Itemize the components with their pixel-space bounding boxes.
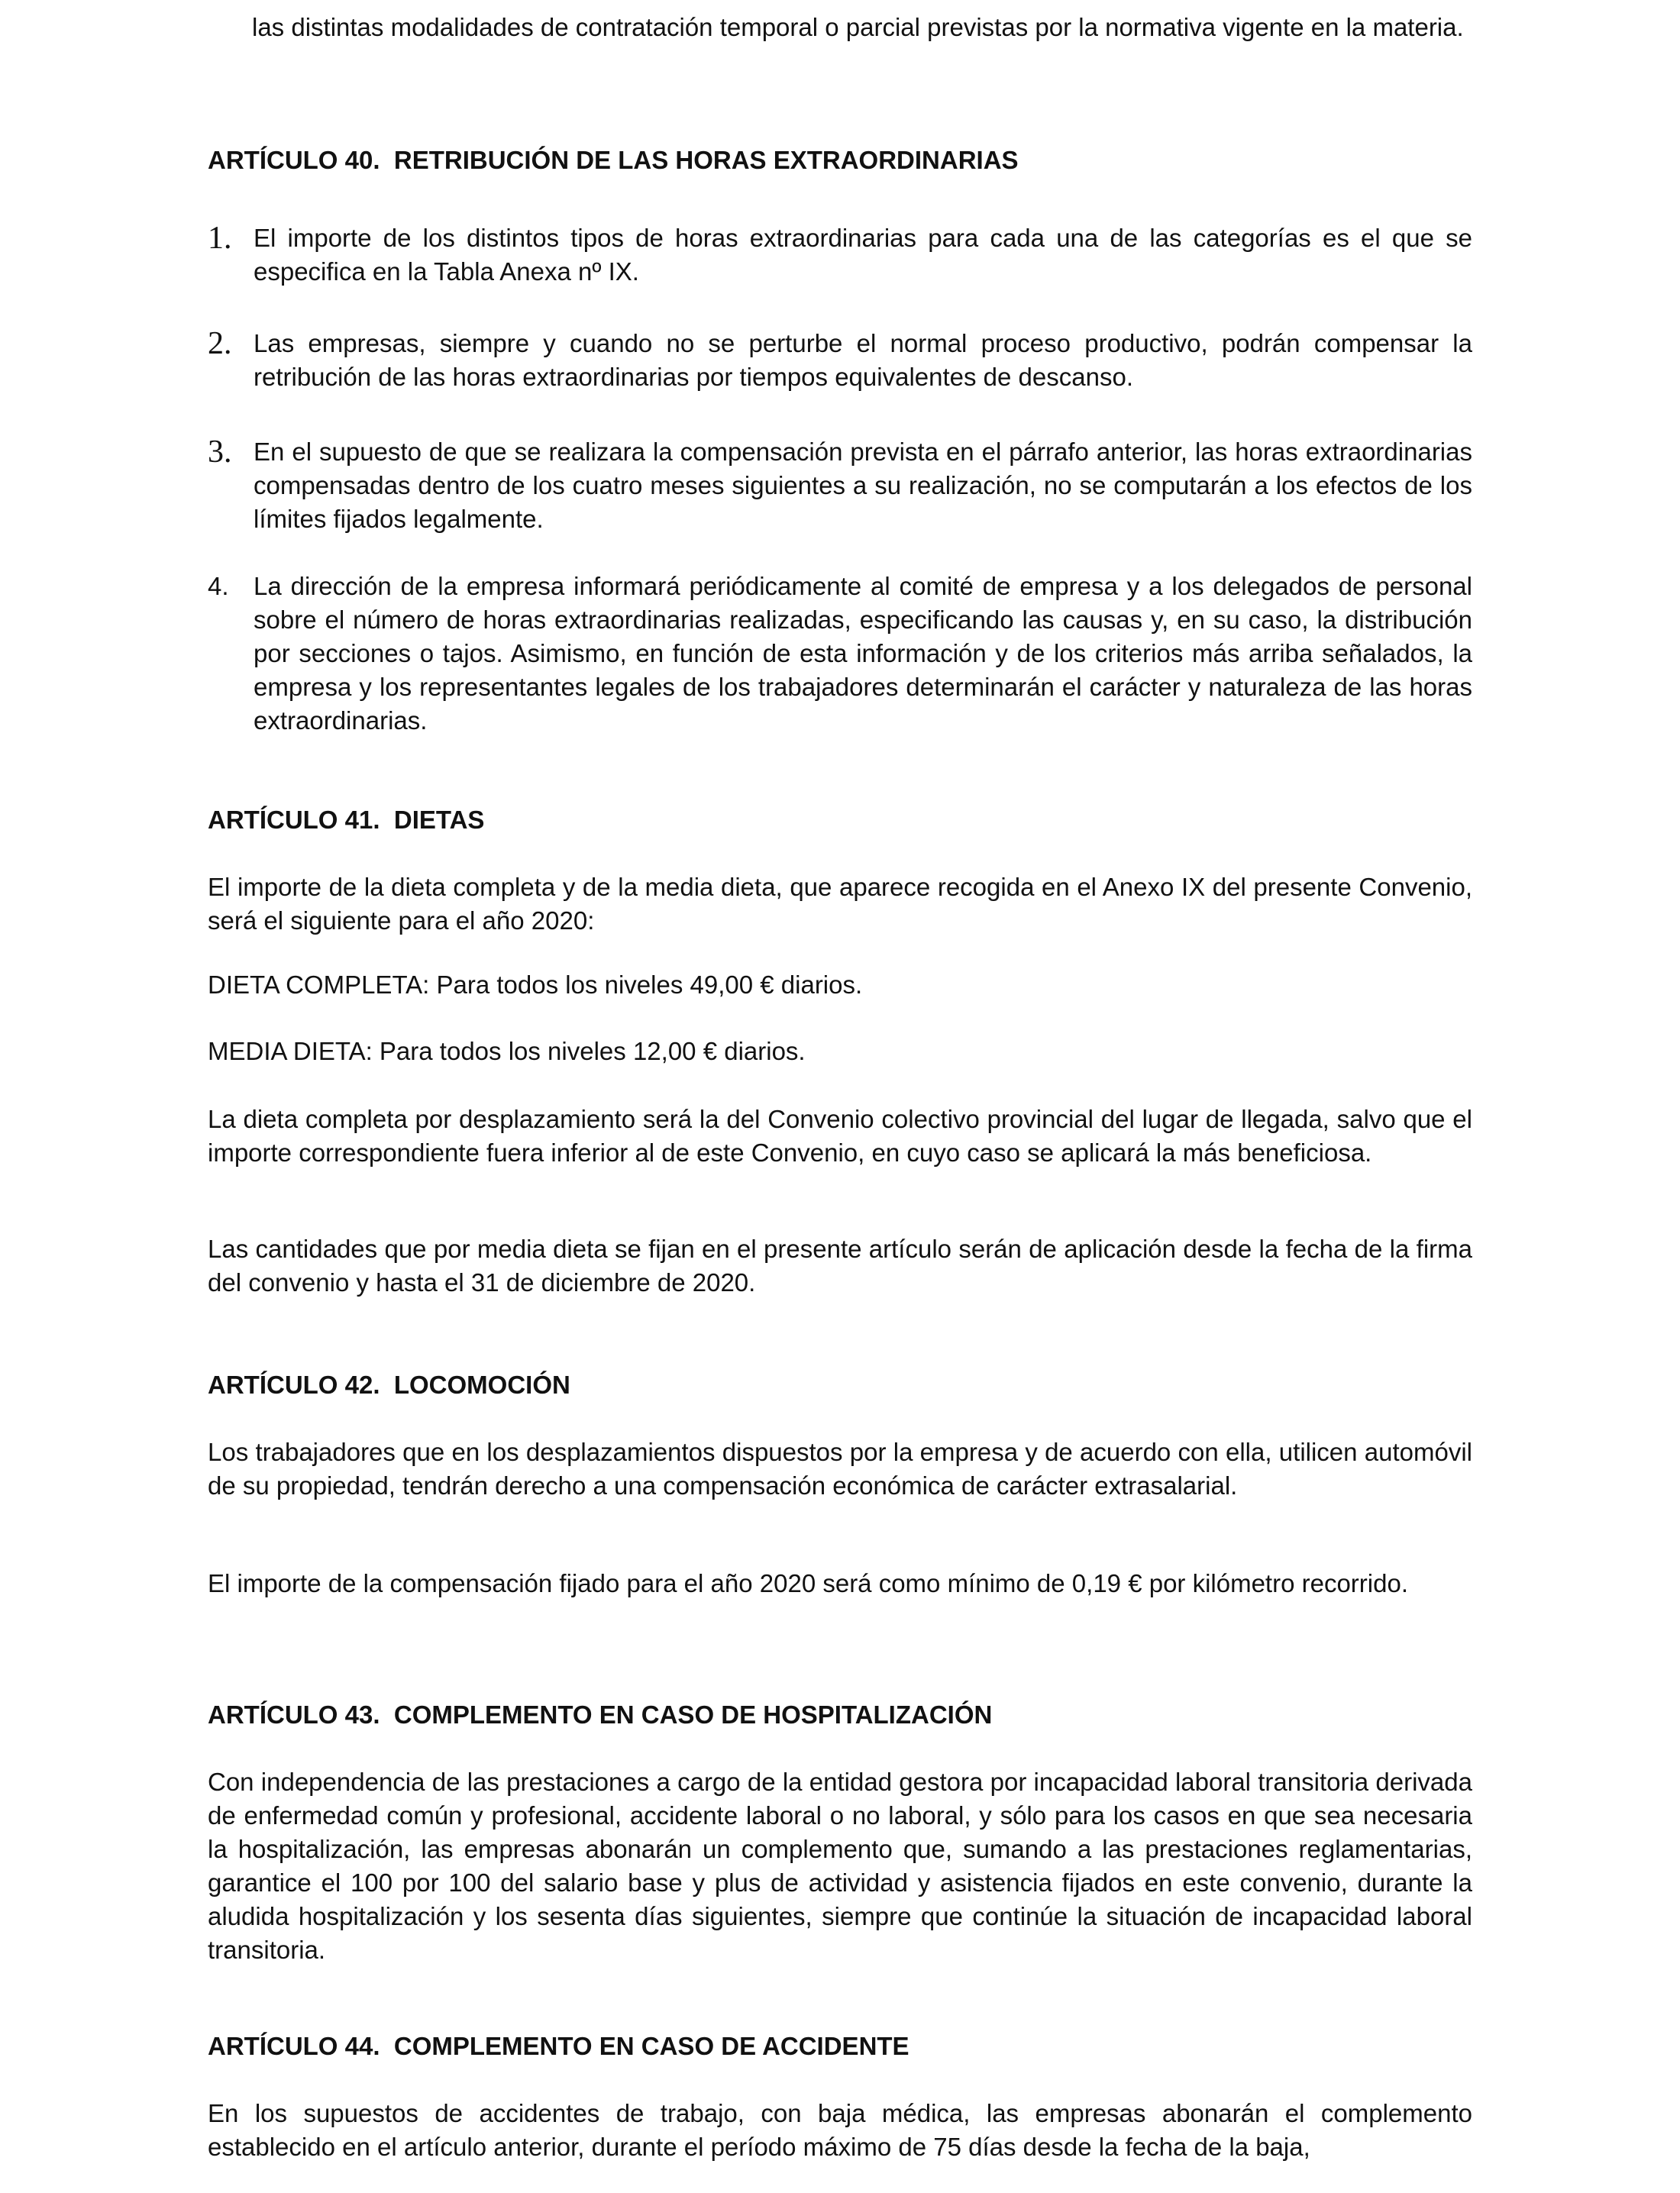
list-item-text: Las empresas, siempre y cuando no se perturbe el normal proceso productivo, podrán compensar la retribución de las horas extraordinarias por tiempos equivalentes de descanso.: [254, 329, 1472, 391]
list-number: 1.: [208, 221, 232, 256]
intro-paragraph: las distintas modalidades de contratación temporal o parcial previstas por la normativa vigente en la materia.: [252, 13, 1464, 41]
article-41-paragraph-2: DIETA COMPLETA: Para todos los niveles 49,00 € diarios.: [208, 971, 863, 999]
article-43-paragraph-1: Con independencia de las prestaciones a cargo de la entidad gestora por incapacidad laboral transitoria derivada de enfermedad común y profesional, accidente laboral o no laboral, y sólo para los casos en que sea necesaria la hospitalización, las empresas abonarán un complemento que, sumando a las prestaciones reglamentarias, garantice el 100 por 100 del salario base y plus de actividad y asistencia fijados en este convenio, durante la aludida hospitalización y los sesenta días siguientes, siempre que continúe la situación de incapacidad laboral transitoria.: [208, 1768, 1472, 1964]
article-41-paragraph-4: La dieta completa por desplazamiento será la del Convenio colectivo provincial del lugar de llegada, salvo que el importe correspondiente fuera inferior al de este Convenio, en cuyo caso se aplicará la más beneficiosa.: [208, 1105, 1472, 1167]
article-40-item-4: [208, 570, 1472, 738]
article-42-heading: ARTÍCULO 42. LOCOMOCIÓN: [208, 1371, 570, 1399]
list-item-text: En el supuesto de que se realizara la compensación prevista en el párrafo anterior, las horas extraordinarias compensadas dentro de los cuatro meses siguientes a su realización, no se computarán a los efectos de los límites fijados legalmente.: [254, 438, 1472, 533]
article-43-heading: ARTÍCULO 43. COMPLEMENTO EN CASO DE HOSPITALIZACIÓN: [208, 1700, 993, 1729]
list-number: 3.: [208, 434, 232, 470]
article-42-paragraph-1: Los trabajadores que en los desplazamientos dispuestos por la empresa y de acuerdo con ella, utilicen automóvil de su propiedad, tendrán derecho a una compensación económica de carácter extrasalarial.: [208, 1438, 1472, 1500]
list-number: 2.: [208, 326, 232, 361]
article-41-paragraph-1: El importe de la dieta completa y de la media dieta, que aparece recogida en el Anexo IX del presente Convenio, será el siguiente para el año 2020:: [208, 873, 1472, 935]
list-item-text: El importe de los distintos tipos de horas extraordinarias para cada una de las categorías es el que se especifica en la Tabla Anexa nº IX.: [254, 224, 1472, 286]
article-40-heading: ARTÍCULO 40. RETRIBUCIÓN DE LAS HORAS EXTRAORDINARIAS: [208, 146, 1019, 174]
article-41-paragraph-3: MEDIA DIETA: Para todos los niveles 12,00 € diarios.: [208, 1037, 806, 1065]
article-41-paragraph-5: Las cantidades que por media dieta se fijan en el presente artículo serán de aplicación desde la fecha de la firma del convenio y hasta el 31 de diciembre de 2020.: [208, 1235, 1472, 1297]
list-item-text: La dirección de la empresa informará periódicamente al comité de empresa y a los delegados de personal sobre el número de horas extraordinarias realizadas, especificando las causas y, en su caso, la distribución por secciones o tajos. Asimismo, en función de esta información y de los criterios más arriba señalados, la empresa y los representantes legales de los trabajadores determinarán el carácter y naturaleza de las horas extraordinarias.: [254, 572, 1472, 735]
article-40-item-1: [208, 221, 1472, 289]
article-40-item-3: [208, 435, 1472, 536]
article-42-paragraph-2: El importe de la compensación fijado para el año 2020 será como mínimo de 0,19 € por kilómetro recorrido.: [208, 1569, 1408, 1597]
article-41-heading: ARTÍCULO 41. DIETAS: [208, 806, 485, 834]
article-44-paragraph-1: En los supuestos de accidentes de trabajo, con baja médica, las empresas abonarán el complemento establecido en el artículo anterior, durante el período máximo de 75 días desde la fecha de la baja,: [208, 2099, 1472, 2161]
article-44-heading: ARTÍCULO 44. COMPLEMENTO EN CASO DE ACCIDENTE: [208, 2032, 909, 2060]
article-40-item-2: [208, 327, 1472, 394]
list-number: 4.: [208, 572, 229, 600]
